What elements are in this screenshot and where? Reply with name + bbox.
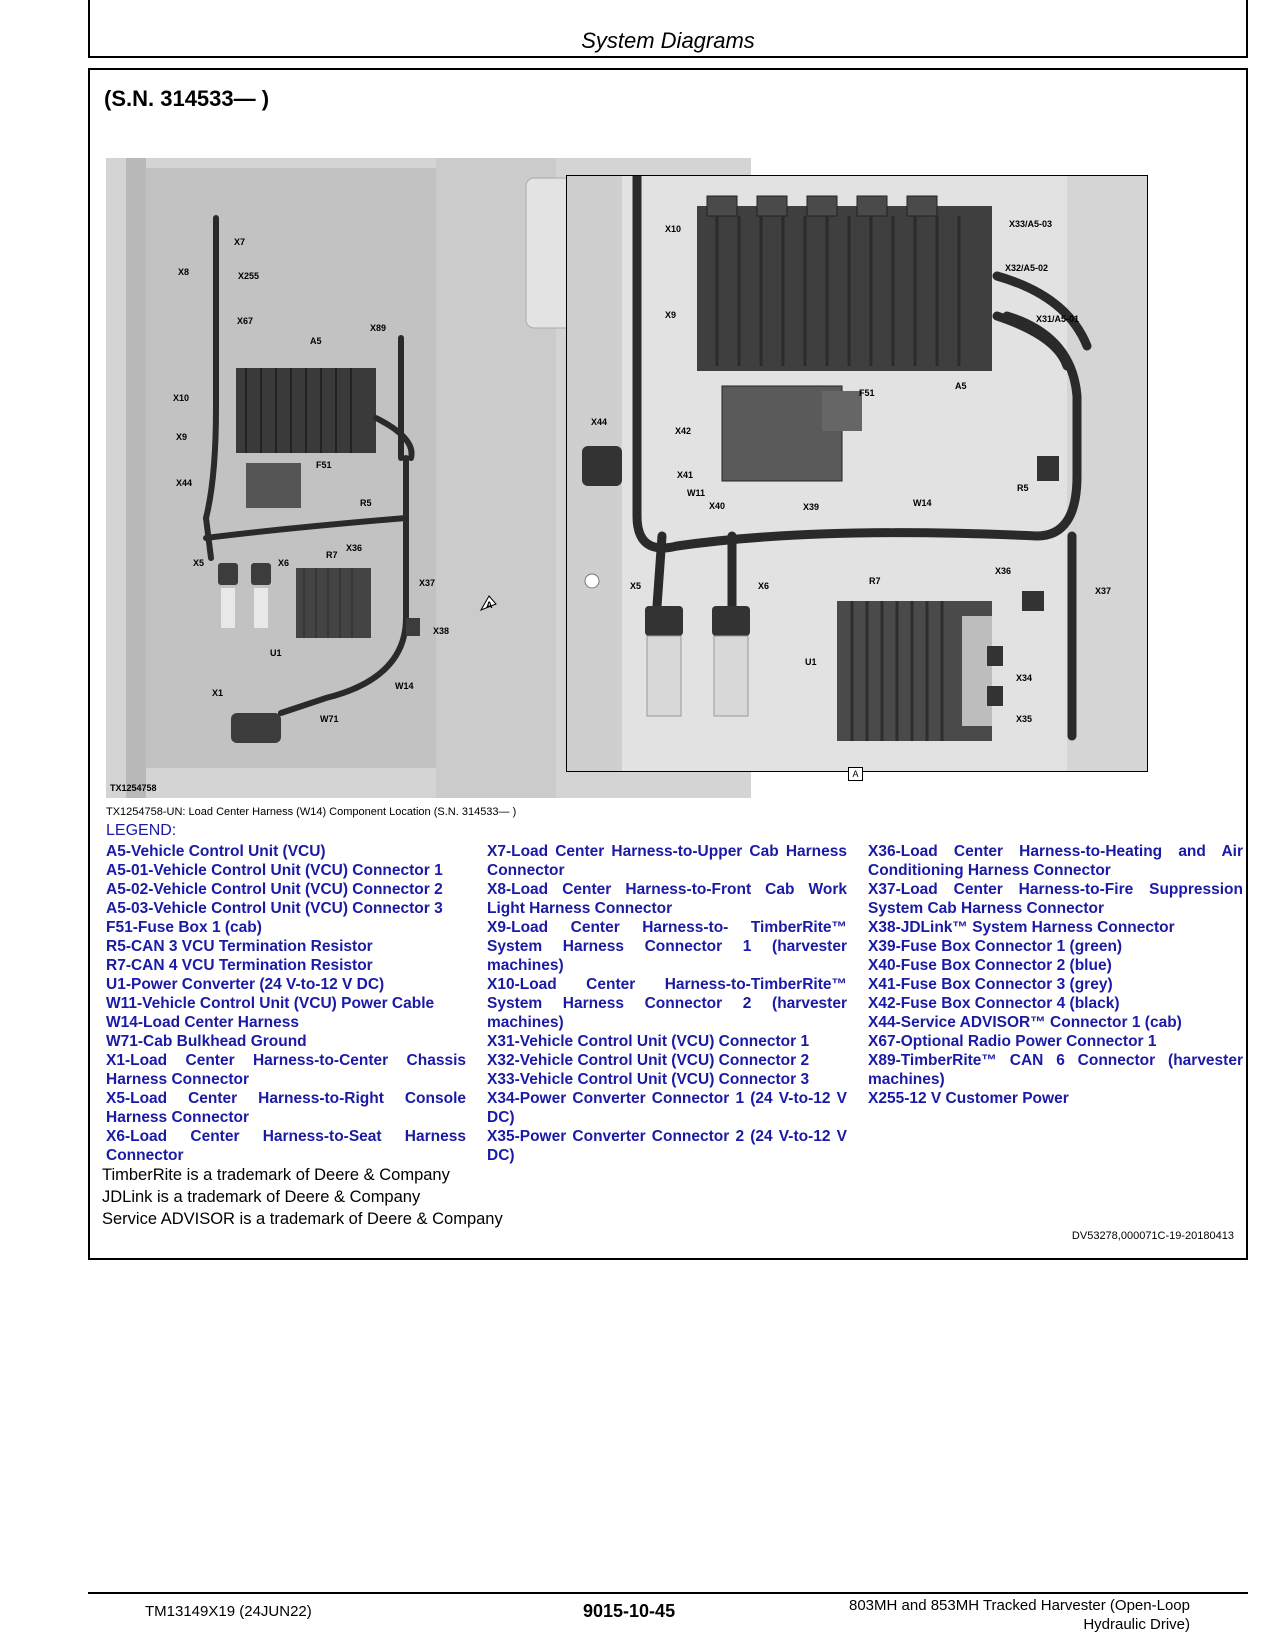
- overview-callout: X89: [370, 323, 387, 333]
- figure-id-label: TX1254758: [110, 783, 157, 793]
- inset-illustration: [567, 176, 1147, 771]
- legend-item: X8-Load Center Harness-to-Front Cab Work Light Harness Connector: [487, 881, 847, 917]
- legend-item: X31-Vehicle Control Unit (VCU) Connector 1: [487, 1033, 810, 1050]
- inset-callout: R5: [1017, 483, 1029, 493]
- legend-item: X33-Vehicle Control Unit (VCU) Connector 3: [487, 1071, 810, 1088]
- legend-item: X6-Load Center Harness-to-Seat Harness Connector: [106, 1128, 466, 1164]
- legend-item: R5-CAN 3 VCU Termination Resistor: [106, 938, 373, 955]
- inset-callout: X9: [665, 310, 677, 320]
- legend-item: X39-Fuse Box Connector 1 (green): [868, 938, 1123, 955]
- overview-callout: X36: [346, 543, 363, 553]
- legend-item: X38-JDLink™ System Harness Connector: [868, 919, 1175, 936]
- legend-item: A5-02-Vehicle Control Unit (VCU) Connector 2: [106, 881, 443, 898]
- footer-page-number: 9015-10-45: [583, 1601, 676, 1621]
- overview-callout: U1: [270, 648, 282, 658]
- legend-item: X255-12 V Customer Power: [868, 1090, 1069, 1107]
- legend-column-3: [868, 842, 1243, 1108]
- inset-callout: X32/A5-02: [1005, 263, 1049, 273]
- inset-callout: X34: [1016, 673, 1033, 683]
- legend-item: A5-01-Vehicle Control Unit (VCU) Connector 1: [106, 862, 443, 879]
- inset-callout: X10: [665, 224, 682, 234]
- overview-callout: X44: [176, 478, 193, 488]
- overview-callout: X38: [433, 626, 450, 636]
- legend-item: X35-Power Converter Connector 2 (24 V-to-12 V DC): [487, 1128, 847, 1164]
- overview-callout: X9: [176, 432, 188, 442]
- footer-title: [790, 1596, 1190, 1634]
- inset-detail-figure: [566, 175, 1148, 772]
- footer-title-line: Hydraulic Drive): [1083, 1616, 1190, 1633]
- legend-item: X44-Service ADVISOR™ Connector 1 (cab): [868, 1014, 1182, 1031]
- legend-item: F51-Fuse Box 1 (cab): [106, 919, 262, 936]
- trademark-line: Service ADVISOR is a trademark of Deere & Company: [102, 1210, 503, 1228]
- legend-item: X37-Load Center Harness-to-Fire Suppression System Cab Harness Connector: [868, 881, 1243, 917]
- inset-callout: U1: [805, 657, 817, 667]
- inset-callout: X44: [591, 417, 608, 427]
- overview-callout: F51: [316, 460, 332, 470]
- legend-item: X42-Fuse Box Connector 4 (black): [868, 995, 1120, 1012]
- overview-callout: X6: [278, 558, 290, 568]
- legend-item: X9-Load Center Harness-to- TimberRite™ System Harness Connector 1 (harvester machines): [487, 919, 847, 974]
- inset-callout: F51: [859, 388, 875, 398]
- legend-heading: LEGEND:: [106, 822, 177, 839]
- content-box: [88, 68, 1248, 1260]
- document-id: DV53278,000071C-19-20180413: [1071, 1230, 1234, 1242]
- trademark-notices: [102, 1164, 503, 1230]
- overview-callout: A: [486, 600, 493, 610]
- inset-callout: X35: [1016, 714, 1033, 724]
- legend-item: X36-Load Center Harness-to-Heating and Air Conditioning Harness Connector: [868, 843, 1243, 879]
- legend-column-2: [487, 842, 847, 1165]
- inset-marker: A: [848, 767, 863, 781]
- legend-item: W71-Cab Bulkhead Ground: [106, 1033, 307, 1050]
- overview-callout: X255: [238, 271, 260, 281]
- legend-item: X34-Power Converter Connector 1 (24 V-to-12 V DC): [487, 1090, 847, 1126]
- legend-item: R7-CAN 4 VCU Termination Resistor: [106, 957, 373, 974]
- legend-item: X89-TimberRite™ CAN 6 Connector (harvester machines): [868, 1052, 1243, 1088]
- legend-item: X1-Load Center Harness-to-Center Chassis Harness Connector: [106, 1052, 466, 1088]
- legend-item: X67-Optional Radio Power Connector 1: [868, 1033, 1157, 1050]
- overview-callout: X37: [419, 578, 436, 588]
- inset-callout: W11: [687, 488, 706, 498]
- legend-item: A5-03-Vehicle Control Unit (VCU) Connector 3: [106, 900, 443, 917]
- inset-callout: W14: [913, 498, 932, 508]
- overview-callout: W71: [320, 714, 339, 724]
- figure-caption: TX1254758-UN: Load Center Harness (W14) Component Location (S.N. 314533— ): [106, 806, 517, 818]
- overview-callout: X67: [237, 316, 254, 326]
- legend-item: W11-Vehicle Control Unit (VCU) Power Cable: [106, 995, 435, 1012]
- trademark-line: TimberRite is a trademark of Deere & Company: [102, 1166, 450, 1184]
- inset-callout: X6: [758, 581, 770, 591]
- inset-callout: X36: [995, 566, 1012, 576]
- legend-item: A5-Vehicle Control Unit (VCU): [106, 843, 326, 860]
- legend-item: U1-Power Converter (24 V-to-12 V DC): [106, 976, 385, 993]
- inset-callout: R7: [869, 576, 881, 586]
- footer-title-line: 803MH and 853MH Tracked Harvester (Open-Loop: [848, 1597, 1190, 1614]
- overview-callout: X7: [234, 237, 246, 247]
- legend-item: X40-Fuse Box Connector 2 (blue): [868, 957, 1112, 974]
- legend-item: W14-Load Center Harness: [106, 1014, 299, 1031]
- inset-callout: X31/A5-01: [1036, 314, 1080, 324]
- section-title: System Diagrams: [581, 28, 755, 53]
- inset-callout: A5: [955, 381, 967, 391]
- overview-callout: X5: [193, 558, 205, 568]
- inset-callout: X40: [709, 501, 726, 511]
- legend-column-1: [106, 842, 466, 1165]
- overview-callout: X10: [173, 393, 190, 403]
- overview-callout: X8: [178, 267, 190, 277]
- inset-callout: X5: [630, 581, 642, 591]
- overview-callout: A5: [310, 336, 322, 346]
- serial-range-heading: (S.N. 314533— ): [104, 86, 270, 111]
- trademark-line: JDLink is a trademark of Deere & Company: [102, 1188, 421, 1206]
- legend-item: X41-Fuse Box Connector 3 (grey): [868, 976, 1113, 993]
- header-box: [88, 0, 1248, 58]
- overview-callout: R5: [360, 498, 372, 508]
- legend-item: X5-Load Center Harness-to-Right Console Harness Connector: [106, 1090, 466, 1126]
- overview-callout: X1: [212, 688, 224, 698]
- footer-divider: [88, 1592, 1248, 1594]
- legend-item: X32-Vehicle Control Unit (VCU) Connector 2: [487, 1052, 810, 1069]
- legend-item: X7-Load Center Harness-to-Upper Cab Harness Connector: [487, 843, 847, 879]
- overview-callout: W14: [395, 681, 414, 691]
- inset-callout: X39: [803, 502, 820, 512]
- inset-callout: X37: [1095, 586, 1112, 596]
- inset-callout: X41: [677, 470, 694, 480]
- footer-manual-id: TM13149X19 (24JUN22): [145, 1603, 312, 1620]
- overview-callout: R7: [326, 550, 338, 560]
- inset-callout: X33/A5-03: [1009, 219, 1053, 229]
- inset-callout: X42: [675, 426, 692, 436]
- legend-item: X10-Load Center Harness-to-TimberRite™ System Harness Connector 2 (harvester machines): [487, 976, 847, 1031]
